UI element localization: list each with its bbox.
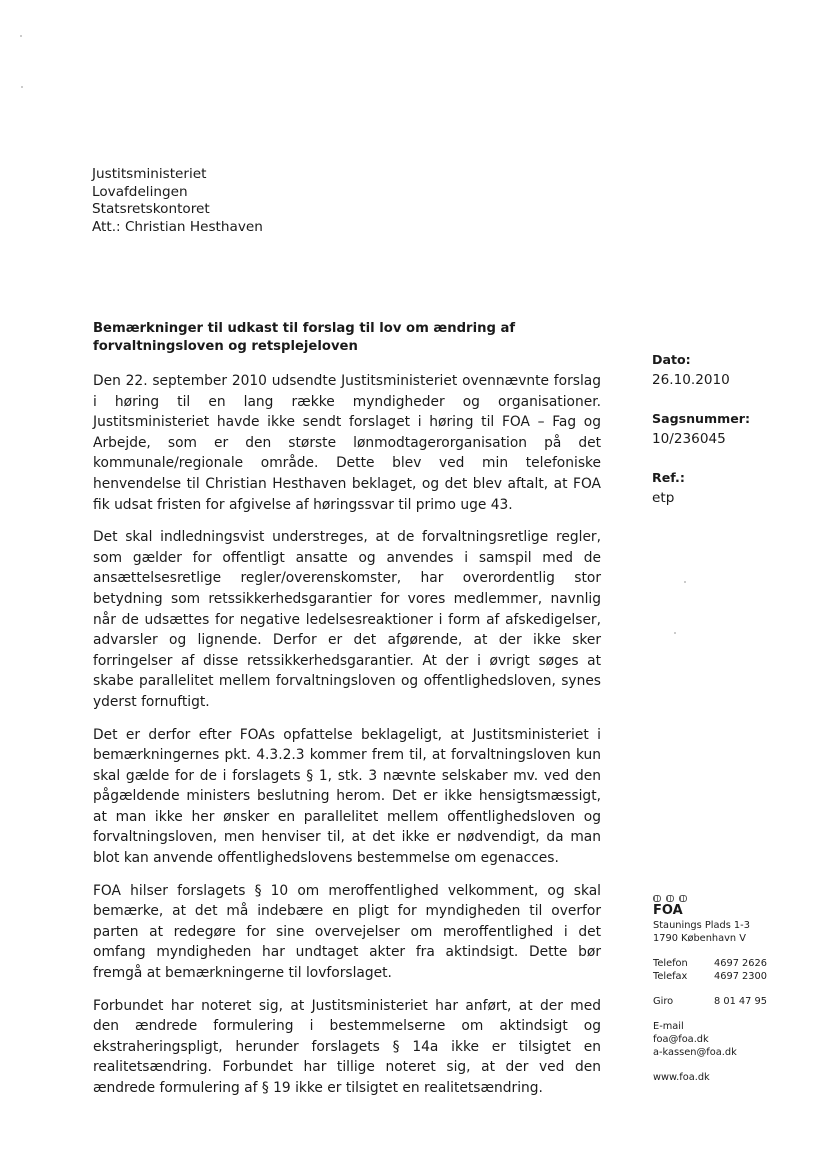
scan-speck (674, 632, 676, 634)
reference-label: Ref.: (652, 470, 685, 485)
date-value: 26.10.2010 (652, 372, 730, 388)
email-address: a-kassen@foa.dk (653, 1047, 737, 1058)
phone-row (653, 957, 767, 970)
letter-body (93, 371, 601, 1111)
email-address: foa@foa.dk (653, 1034, 709, 1045)
giro-row (653, 995, 767, 1008)
street-address: Staunings Plads 1-3 (653, 920, 750, 931)
org-name: FOA (653, 903, 683, 918)
date-label: Dato: (652, 352, 691, 367)
recipient-address (92, 166, 263, 236)
recipient-line: Att.: Christian Hesthaven (92, 218, 263, 235)
letter-subject: Bemærkninger til udkast til forslag til lov om ændring af forvaltningsloven og retsplejeloven (93, 321, 516, 354)
letter-metadata (652, 350, 750, 527)
website: www.foa.dk (653, 1072, 710, 1083)
scan-speck (684, 581, 686, 583)
scan-speck (21, 86, 23, 88)
foa-logo-icon (653, 895, 767, 902)
sender-footer (653, 895, 767, 1084)
recipient-line: Lovafdelingen (92, 183, 188, 200)
body-paragraph: FOA hilser forslagets § 10 om meroffentlighed velkomment, og skal bemærke, at det må indebære en pligt for myndigheden til overfor parten at redegøre for sine overvejelser om meroffentlighed i det omfang myndigheden har undtaget akter fra aktindsigt. Dette bør fremgå at bemærkningerne til lovforslaget. (93, 882, 601, 982)
recipient-line: Statsretskontoret (92, 201, 210, 217)
giro-label: Giro (653, 996, 674, 1007)
body-paragraph: Den 22. september 2010 udsendte Justitsministeriet ovennævnte forslag i høring til en lang række myndigheder og organisationer. Justitsministeriet havde ikke sendt forslaget i høring til FOA – Fag og Arbejde, som er den største lønmodtagerorganisation på det kommunale/regionale område. Dette blev ved min telefoniske henvendelse til Christian Hesthaven beklaget, og det blev aftalt, at FOA fik udsat fristen for afgivelse af høringssvar til primo uge 43. (93, 373, 601, 513)
body-paragraph: Forbundet har noteret sig, at Justitsministeriet har anført, at der med den ændrede formulering i bestemmelserne om aktindsigt og ekstraheringspligt, herunder forslagets § 14a ikke er tilsigtet en realitetsændring. Forbundet har tillige noteret sig, at der ved den ændrede formulering af § 19 ikke er tilsigtet en realitetsændring. (93, 997, 601, 1096)
city-address: 1790 København V (653, 933, 746, 944)
giro-value: 8 01 47 95 (714, 996, 767, 1007)
phone-label: Telefon (653, 958, 688, 969)
fax-value: 4697 2300 (714, 971, 767, 982)
fax-label: Telefax (653, 971, 688, 982)
case-number-label: Sagsnummer: (652, 411, 751, 426)
case-number-value: 10/236045 (652, 431, 726, 447)
reference-value: etp (652, 490, 675, 506)
scan-speck (20, 35, 22, 37)
body-paragraph: Det er derfor efter FOAs opfattelse beklageligt, at Justitsministeriet i bemærkningernes pkt. 4.3.2.3 kommer frem til, at forvaltningsloven kun skal gælde for de i forslagets § 1, stk. 3 nævnte selskaber mv. ved den pågældende ministers beslutning herom. Det er ikke hensigtsmæssigt, at man ikke her ønsker en parallelitet mellem offentlighedsloven og forvaltningsloven, men henviser til, at det ikke er nødvendigt, da man blot kan anvende offentlighedslovens bestemmelse om egenacces. (93, 726, 601, 867)
fax-row (653, 970, 767, 983)
recipient-line: Justitsministeriet (92, 166, 207, 182)
email-label: E-mail (653, 1021, 684, 1032)
body-paragraph: Det skal indledningsvist understreges, at de forvaltningsretlige regler, som gælder for offentligt ansatte og anvendes i samspil med de ansættelsesretlige regler/overenskomster, har overordentlig stor betydning som retssikkerhedsgarantier for vores medlemmer, navnlig når de udsættes for negative ledelsesreaktioner i form af afskedigelser, advarsler og lignende. Derfor er det afgørende, at der ikke sker forringelser af disse retssikkerhedsgarantier. At der i øvrigt søges at skabe parallelitet mellem forvaltningsloven og offentlighedsloven, synes yderst fornuftigt. (93, 529, 601, 710)
phone-value: 4697 2626 (714, 958, 767, 969)
